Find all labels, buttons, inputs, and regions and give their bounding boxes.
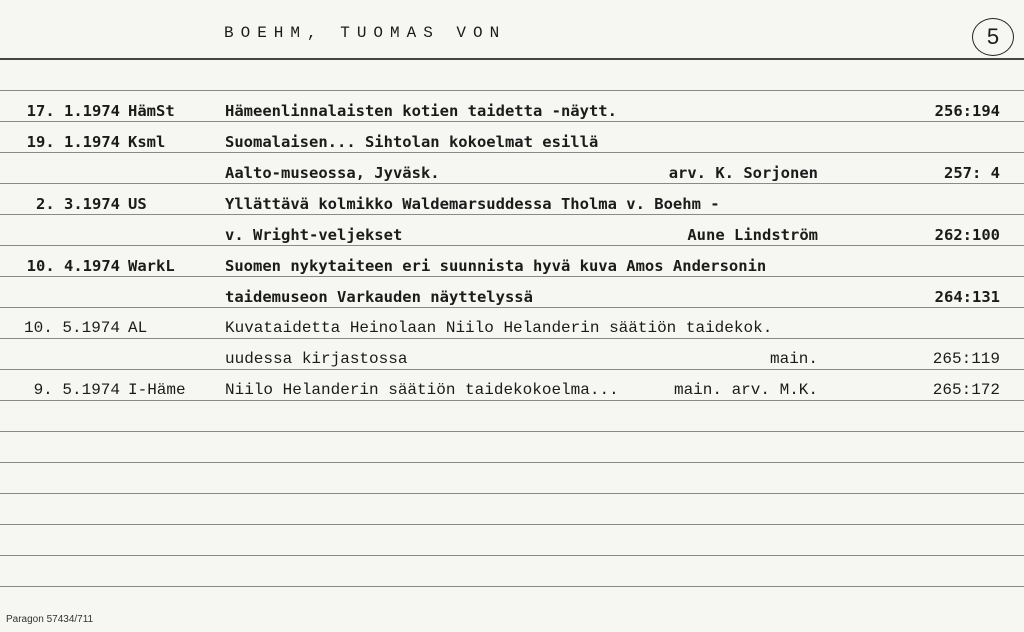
ruled-line: [0, 555, 1024, 556]
entry-row: [0, 314, 1024, 342]
entry-ref: 257: 4: [944, 164, 1000, 182]
ruled-line: [0, 90, 1024, 91]
ruled-line: [0, 586, 1024, 587]
entry-text: uudessa kirjastossa: [225, 350, 408, 368]
card-number: 5: [972, 18, 1014, 56]
entry-row: [0, 376, 1024, 404]
entry-text: Suomalaisen... Sihtolan kokoelmat esillä: [225, 133, 599, 151]
entry-text: Hämeenlinnalaisten kotien taidetta -näytt.: [225, 102, 617, 120]
entry-row: [0, 345, 1024, 373]
entry-row: [0, 221, 1024, 249]
entry-date: 9. 5.1974: [33, 381, 120, 399]
entry-date: 19. 1.1974: [26, 133, 120, 151]
entry-date: 10. 4.1974: [26, 257, 120, 275]
entry-author: main. arv. M.K.: [673, 381, 818, 399]
entry-source: WarkL: [128, 257, 175, 275]
entry-text: Kuvataidetta Heinolaan Niilo Helanderin säätiön taidekok.: [225, 319, 773, 337]
entry-text: v. Wright-veljekset: [225, 226, 403, 244]
entry-text: Suomen nykytaiteen eri suunnista hyvä kuva Amos Andersonin: [225, 257, 767, 275]
entry-ref: 256:194: [934, 102, 1000, 120]
entry-row: [0, 252, 1024, 280]
entry-row: [0, 159, 1024, 187]
ruled-line: [0, 431, 1024, 432]
card-footer: Paragon 57434/711: [6, 614, 94, 625]
entry-author: arv. K. Sorjonen: [668, 164, 818, 182]
entry-author: Aune Lindström: [687, 226, 818, 244]
entry-date: 10. 5.1974: [23, 319, 120, 337]
entry-row: [0, 283, 1024, 311]
entry-text: Niilo Helanderin säätiön taidekokoelma...: [225, 381, 619, 399]
entry-source: Ksml: [128, 133, 166, 151]
entry-author: main.: [769, 350, 818, 368]
entry-source: HämSt: [128, 102, 175, 120]
entry-text: Yllättävä kolmikko Waldemarsuddessa Tholma v. Boehm -: [225, 195, 720, 213]
header-rule: [0, 58, 1024, 60]
entry-row: [0, 190, 1024, 218]
entry-ref: 262:100: [934, 226, 1000, 244]
entry-ref: 265:172: [932, 381, 1000, 399]
entry-ref: 264:131: [934, 288, 1000, 306]
ruled-line: [0, 493, 1024, 494]
entry-text: taidemuseon Varkauden näyttelyssä: [225, 288, 533, 306]
entry-row: [0, 128, 1024, 156]
entry-source: AL: [128, 319, 148, 337]
card-title: BOEHM, TUOMAS VON: [224, 24, 507, 42]
entry-ref: 265:119: [932, 350, 1000, 368]
entry-source: US: [128, 195, 147, 213]
entry-source: I-Häme: [128, 381, 186, 399]
ruled-line: [0, 524, 1024, 525]
ruled-line: [0, 462, 1024, 463]
entry-date: 17. 1.1974: [26, 102, 120, 120]
entry-row: [0, 97, 1024, 125]
entry-text: Aalto-museossa, Jyväsk.: [225, 164, 440, 182]
entry-date: 2. 3.1974: [36, 195, 120, 213]
